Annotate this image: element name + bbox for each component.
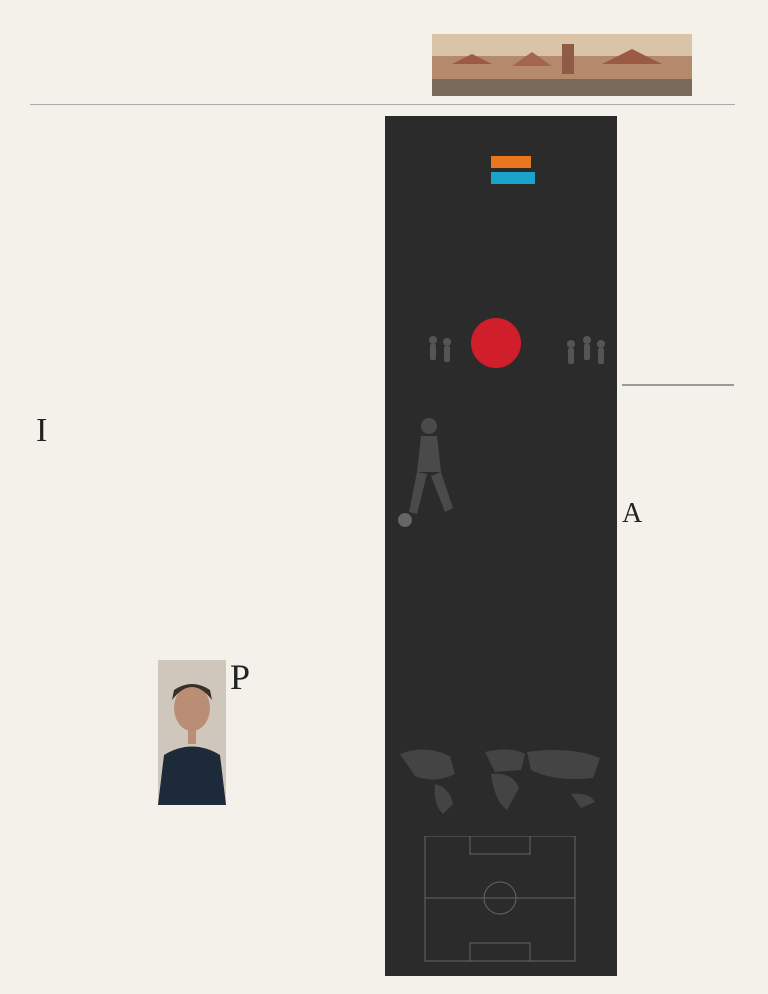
age-chart (421, 214, 541, 294)
esperto-text-1 (622, 500, 734, 572)
foreign-bar (491, 172, 535, 184)
footballer-illustration (391, 412, 461, 532)
dropcap: I (36, 412, 48, 449)
esperto-rule (622, 384, 734, 386)
cavin-photo (158, 660, 226, 805)
esperto-text-3 (622, 680, 734, 976)
players-illustration (421, 330, 611, 400)
infographic-panel (385, 116, 617, 976)
esperto-dropcap: A (622, 498, 643, 529)
tecnico-text (230, 657, 378, 980)
article-col2 (158, 403, 270, 509)
header-rule (30, 104, 735, 105)
world-map (395, 744, 605, 816)
football-pitch (415, 836, 585, 966)
city-photo (432, 34, 692, 96)
tecnico-dropcap: P (230, 657, 251, 697)
article-col1 (36, 414, 152, 636)
article-col3 (274, 403, 374, 509)
article-col1b (36, 678, 152, 976)
esperto-text-2 (622, 572, 734, 634)
age-bar (491, 156, 531, 168)
